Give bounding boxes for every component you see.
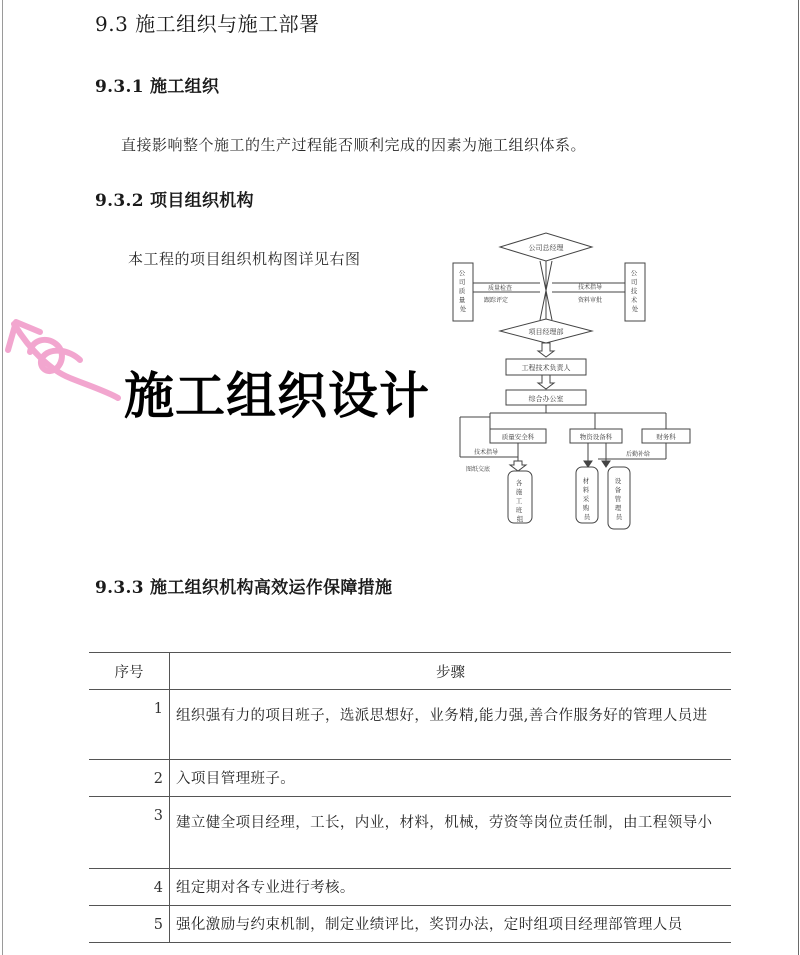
paragraph-org-structure: 本工程的项目组织机构图详见右图 [128, 250, 361, 268]
row-step: 组定期对各专业进行考核。 [170, 869, 732, 906]
org-label-quality-check: 质量检查 [488, 285, 513, 292]
table-row [89, 906, 731, 943]
subsection-heading-1: 9.3.1 施工组织 [95, 77, 220, 97]
org-node-tech-lead: 工程技术负责人 [521, 364, 571, 372]
row-no: 4 [89, 869, 170, 906]
subsection-heading-2: 9.3.2 项目组织机构 [95, 191, 254, 211]
org-node-quality-dept: 公 司 质 量 处 [458, 269, 467, 313]
pink-scribble-arrow-icon [0, 300, 130, 420]
row-no: 2 [89, 760, 170, 797]
org-note-drawing: 图纸交底 [466, 466, 491, 473]
org-node-pm: 项目经理部 [528, 328, 564, 336]
overlay-title: 施工组织设计 [124, 367, 430, 425]
org-chart-diagram [440, 225, 720, 545]
subsection-heading-3: 9.3.3 施工组织机构高效运作保障措施 [95, 578, 393, 598]
row-no: 3 [89, 797, 170, 869]
row-step: 强化激励与约束机制，制定业绩评比，奖罚办法，定时组项目经理部管理人员 [170, 906, 732, 943]
org-label-doc-approval: 资料审批 [578, 297, 603, 304]
col-header-no: 序号 [89, 653, 170, 690]
row-no: 1 [89, 690, 170, 760]
section-heading: 9.3 施工组织与施工部署 [95, 12, 320, 36]
table-row [89, 760, 731, 797]
page-left-border [2, 0, 3, 955]
org-node-office: 综合办公室 [528, 395, 564, 403]
org-node-purchaser: 材 料 采 购 员 [582, 477, 591, 521]
paragraph-construction-org: 直接影响整个施工的生产过程能否顺利完成的因素为施工组织体系。 [121, 136, 587, 154]
org-dept-quality: 质量安全科 [501, 433, 535, 441]
org-dept-materials: 物资设备科 [579, 433, 613, 441]
table-row [89, 797, 731, 869]
org-node-work-teams: 各 施 工 班 组 [515, 479, 524, 523]
row-step: 建立健全项目经理，工长，内业，材料，机械，劳资等岗位责任制，由工程领导小 [170, 797, 732, 869]
org-note-logistics: 后勤补给 [626, 451, 651, 458]
row-no: 5 [89, 906, 170, 943]
org-dept-finance: 财务科 [656, 433, 676, 441]
measures-table [89, 652, 731, 943]
row-step: 组织强有力的项目班子，选派思想好，业务精,能力强,善合作服务好的管理人员进 [170, 690, 732, 760]
org-label-tracking: 跟踪评定 [484, 297, 509, 304]
col-header-step: 步骤 [170, 653, 732, 690]
org-node-top: 公司总经理 [528, 244, 564, 252]
org-node-equipment-mgr: 设 备 管 理 员 [614, 477, 623, 521]
row-step: 入项目管理班子。 [170, 760, 732, 797]
org-node-tech-dept: 公 司 技 术 处 [630, 269, 639, 313]
table-row [89, 690, 731, 760]
table-header-row [89, 653, 731, 690]
page-right-border [798, 0, 799, 955]
org-note-tech: 技术指导 [474, 449, 499, 456]
table-row [89, 869, 731, 906]
org-chart-lines [440, 225, 720, 545]
org-label-tech-guidance: 技术指导 [578, 284, 603, 291]
